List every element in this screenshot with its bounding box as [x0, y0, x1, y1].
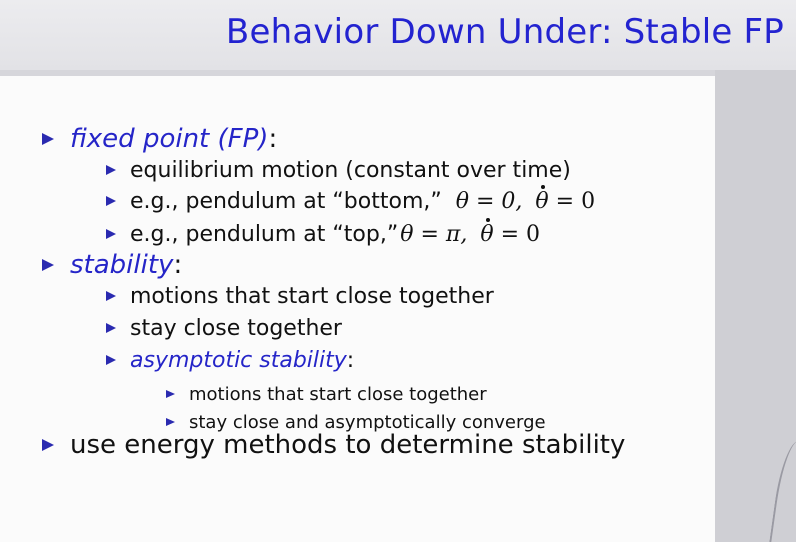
theta-dot-symbol: θ [480, 222, 494, 247]
term-asymptotic-stability: asymptotic stability [130, 348, 347, 373]
triangle-right-icon [166, 418, 175, 426]
title-bar [0, 0, 796, 70]
triangle-right-icon [106, 323, 116, 333]
triangle-right-icon [42, 259, 54, 271]
subbullet-text: stay close together [130, 316, 342, 341]
subsubbullet-text: stay close and asymptotically converge [189, 412, 546, 433]
theta-dot-symbol: θ [535, 189, 549, 214]
subbullet-asymptotic-stability [106, 348, 354, 373]
colon: : [346, 348, 355, 373]
math-part: = 0 [548, 189, 596, 214]
math-part: θ = 0, [455, 189, 523, 214]
bullet-energy-methods [42, 430, 625, 460]
bullet-fixed-point [42, 124, 277, 154]
math-part: = 0 [493, 222, 541, 247]
subbullet-text: e.g., pendulum at “bottom,” [130, 189, 442, 214]
math-part: θ = π, [400, 222, 468, 247]
math-expression [456, 189, 595, 214]
subbullet-text: equilibrium motion (constant over time) [130, 158, 571, 183]
triangle-right-icon [106, 229, 116, 239]
term-stability: stability [70, 250, 174, 280]
subbullet-motions-start [106, 284, 494, 309]
subbullet-text: e.g., pendulum at “top,” [130, 222, 399, 247]
triangle-right-icon [106, 355, 116, 365]
triangle-right-icon [166, 390, 175, 398]
term-fixed-point: fixed point (FP) [70, 124, 269, 154]
colon: : [173, 250, 183, 280]
subsubbullet-motions-start [166, 384, 487, 405]
subbullet-text: motions that start close together [130, 284, 494, 309]
subbullet-pendulum-top [106, 222, 540, 247]
decorative-curve [768, 439, 796, 542]
triangle-right-icon [42, 439, 54, 451]
subbullet-stay-close [106, 316, 342, 341]
triangle-right-icon [106, 165, 116, 175]
triangle-right-icon [42, 133, 54, 145]
subsubbullet-text: motions that start close together [189, 384, 487, 405]
right-margin-area [715, 70, 796, 542]
slide-title: Behavior Down Under: Stable FP [225, 12, 784, 52]
subbullet-equilibrium [106, 158, 571, 183]
colon: : [268, 124, 278, 154]
bullet-text: use energy methods to determine stability [70, 430, 626, 460]
subbullet-pendulum-bottom [106, 189, 595, 214]
triangle-right-icon [106, 196, 116, 206]
bullet-stability [42, 250, 182, 280]
triangle-right-icon [106, 291, 116, 301]
math-expression [400, 222, 540, 247]
